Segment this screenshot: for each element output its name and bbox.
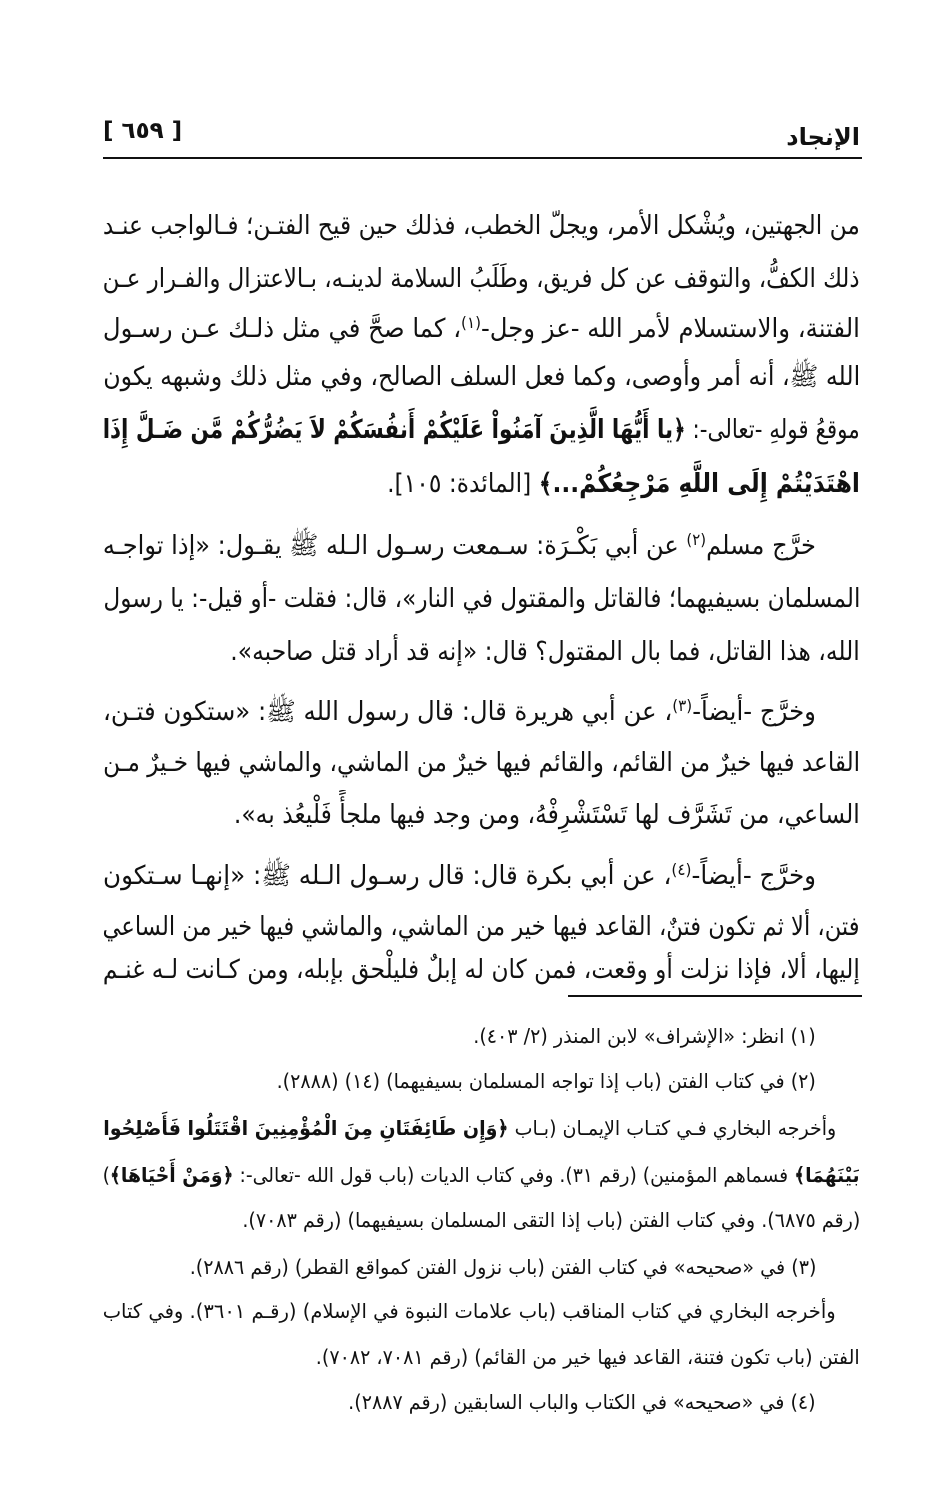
quran-verse: ﴿يا أَيُّهَا الَّذِينَ آمَنُواْ عَلَيْكُمْ أَنفُسَكُمْ لاَ يَضُرُّكُمْ مَّن ضَـلَّ إِذَا: [103, 415, 686, 445]
line-text: [387, 459, 860, 509]
body-line: [103, 851, 860, 901]
page-number: [ ٦٥٩ ]: [103, 118, 183, 144]
body-line: [103, 945, 860, 995]
body-line: [103, 405, 860, 455]
line-text: ذلك الكفُّ، والتوقف عن كل فريق، وطَلَبُ السلامة لدينـه، بـالاعتزال والفـرار عـن: [103, 264, 860, 294]
footnote-line: [103, 1155, 860, 1195]
text-segment: فسماهم المؤمنين) (رقم ٣١). وفي كتاب الديات (باب قول الله -تعالى-:: [233, 1163, 795, 1187]
line-text: إليها، ألا، فإذا نزلت أو وقعت، فمن كان له إبلٌ فليلْحق بإبله، ومن كـانت لـه غنـم: [103, 955, 860, 985]
line-text: وأخرجه البخاري في كتاب المناقب (باب علامات النبوة في الإسلام) (رقـم ٣٦٠١). وفي كتاب: [103, 1299, 837, 1323]
line-text: (٣) في «صحيحه» في كتاب الفتن (باب نزول الفتن كمواقع القطر) (رقم ٢٨٨٦).: [189, 1255, 816, 1279]
text-segment: وخرَّج -أيضاً-: [692, 697, 816, 727]
line-text: [103, 687, 816, 737]
text-segment: ، كما صحَّ في مثل ذلـك عـن رسـول: [103, 314, 462, 344]
line-text: الله ﷺ، أنه أمر وأوصى، وكما فعل السلف الصالح، وفي مثل ذلك وشبهه يكون: [103, 362, 860, 392]
line-text: [103, 1108, 836, 1148]
body-line: [103, 574, 860, 624]
text-segment: الفتنة، والاستسلام لأمر الله -عز وجل-: [481, 314, 860, 344]
line-text: من الجهتين، ويُشْكل الأمر، ويجلّ الخطب، فذلك حين قيح الفتـن؛ فـالواجب عنـد: [103, 211, 860, 241]
footnote-line: [103, 1061, 860, 1101]
line-text: [103, 851, 816, 901]
quran-verse: ﴿وَإِن طَائِفَتَانِ مِنَ الْمُؤْمِنِينَ اقْتَتَلُوا فَأَصْلِحُوا: [103, 1116, 509, 1140]
verse-reference: [المائدة: ١٠٥].: [387, 469, 539, 499]
body-line: [103, 738, 860, 788]
text-segment: ، عن أبي هريرة قال: قال رسول الله ﷺ: «ستكون فتـن،: [103, 697, 673, 727]
line-text: المسلمان بسيفيهما؛ فالقاتل والمقتول في النار»، قال: فقلت -أو قيل-: يا رسول: [103, 584, 860, 614]
body-line: [103, 201, 860, 251]
text-segment: موقعُ قولهِ -تعالى-:: [685, 415, 860, 445]
line-text: القاعد فيها خيرٌ من القائم، والقائم فيها خيرٌ من الماشي، والماشي فيها خـيرٌ مـن: [103, 748, 860, 778]
line-text: [103, 1155, 860, 1195]
text-segment: وخرَّج -أيضاً-: [691, 861, 816, 891]
line-text: الله، هذا القاتل، فما بال المقتول؟ قال: «إنه قد أراد قتل صاحبه».: [230, 637, 860, 667]
body-line: [103, 352, 860, 402]
header-rule: [103, 157, 862, 159]
body-line: [103, 254, 860, 304]
footnote-line: [103, 1337, 860, 1377]
quran-verse: ﴿وَمَنْ أَحْيَاهَا﴾: [110, 1163, 234, 1187]
body-line: [103, 687, 860, 737]
body-line: [103, 304, 860, 354]
body-line: [103, 627, 860, 677]
line-text: (١) انظر: «الإشراف» لابن المنذر (٢/ ٤٠٣).: [473, 1024, 816, 1048]
footnote-marker: (٣): [672, 696, 693, 716]
line-text: (٤) في «صحيحه» في الكتاب والباب السابقين (رقم ٢٨٨٧).: [348, 1390, 816, 1414]
line-text: [103, 521, 816, 571]
line-text: (٢) في كتاب الفتن (باب إذا تواجه المسلمان بسيفيهما) (١٤) (٢٨٨٨).: [276, 1069, 816, 1093]
running-head-title: الإنجاد: [786, 123, 860, 151]
body-line: [103, 459, 860, 509]
line-text: [103, 405, 860, 455]
quran-verse: بَيْنَهُمَا﴾: [794, 1163, 860, 1187]
text-segment: عن أبي بَكْـرَة: سـمعت رسـول الـله ﷺ يقـول: «إذا تواجـه: [103, 531, 687, 561]
footnote-line: [103, 1200, 860, 1240]
footnote-line: [103, 1108, 860, 1148]
text-segment: خرَّج مسلم: [706, 531, 816, 561]
line-text: فتن، ألا ثم تكون فتنٌ، القاعد فيها خير من الماشي، والماشي فيها خير من الساعي: [103, 912, 860, 942]
footnote-line: [103, 1016, 860, 1056]
line-text: (رقم ٦٨٧٥). وفي كتاب الفتن (باب إذا التقى المسلمان بسيفيهما) (رقم ٧٠٨٣).: [241, 1208, 860, 1232]
footnote-marker: (٢): [686, 530, 707, 550]
line-text: الفتن (باب تكون فتنة، القاعد فيها خير من القائم) (رقم ٧٠٨١، ٧٠٨٢).: [316, 1345, 860, 1369]
footnote-marker: (٤): [671, 860, 692, 880]
footnote-line: [103, 1291, 860, 1331]
text-segment: ): [103, 1163, 111, 1187]
line-text: الساعي، من تَشَرَّف لها تَسْتَشْرِفْهُ، ومن وجد فيها ملجأً فَلْيعُذ به».: [234, 800, 860, 830]
footnote-separator: [568, 995, 862, 997]
quran-verse: اهْتَدَيْتُمْ إِلَى اللَّهِ مَرْجِعُكُمْ...﴾: [538, 469, 860, 499]
footnote-marker: (١): [461, 313, 482, 333]
body-line: [103, 521, 860, 571]
footnote-line: [103, 1382, 860, 1422]
body-line: [103, 790, 860, 840]
line-text: [103, 304, 860, 354]
footnote-line: [103, 1247, 860, 1287]
text-segment: ، عن أبي بكرة قال: قال رسـول الـله ﷺ: «إنهـا سـتكون: [103, 861, 672, 891]
text-segment: وأخرجه البخاري فـي كتـاب الإيمـان (بـاب: [508, 1116, 836, 1140]
